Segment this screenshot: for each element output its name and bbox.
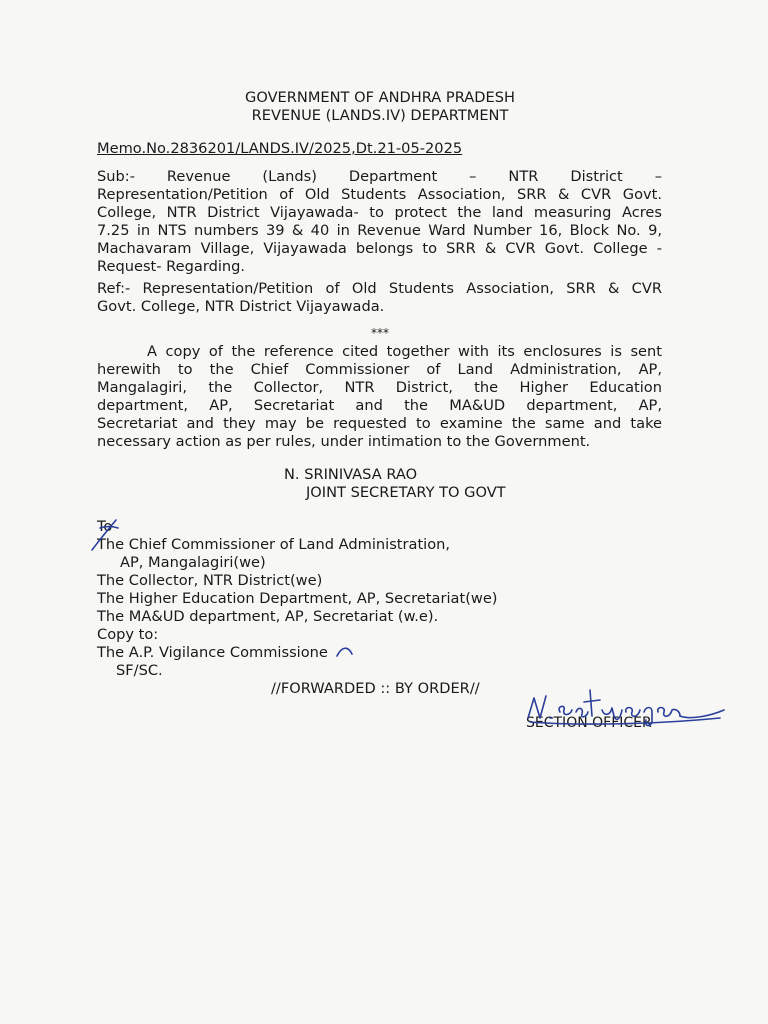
- header-department: REVENUE (LANDS.IV) DEPARTMENT: [251, 107, 509, 124]
- recipient-line: The Chief Commissioner of Land Administration,: [97, 536, 451, 553]
- pen-mark-icon: [88, 514, 122, 554]
- forwarded-by-order: //FORWARDED :: BY ORDER//: [271, 680, 480, 697]
- handwritten-signature-icon: [520, 682, 730, 734]
- reference-line: Govt. College, NTR District Vijayawada.: [97, 298, 385, 315]
- recipient-line: The Higher Education Department, AP, Secretariat(we): [97, 590, 498, 607]
- subject-line: Machavaram Village, Vijayawada belongs to SRR & CVR Govt. College -: [97, 240, 662, 257]
- copy-line: SF/SC.: [116, 662, 163, 679]
- subject-line: College, NTR District Vijayawada- to protect the land measuring Acres: [97, 204, 662, 221]
- reference-line: Ref:- Representation/Petition of Old Students Association, SRR & CVR: [97, 280, 662, 297]
- signatory-designation: JOINT SECRETARY TO GOVT: [306, 484, 506, 501]
- subject-line: Request- Regarding.: [97, 258, 246, 275]
- header-government: GOVERNMENT OF ANDHRA PRADESH: [245, 89, 515, 106]
- section-officer-label: SECTION OFFICER: [526, 715, 652, 731]
- subject-line: Sub:- Revenue (Lands) Department – NTR District –: [97, 168, 662, 185]
- copy-line: The A.P. Vigilance Commissione: [97, 644, 328, 661]
- memo-number: Memo.No.2836201/LANDS.IV/2025,Dt.21-05-2025: [97, 140, 463, 157]
- body-line: Secretariat and they may be requested to examine the same and take: [97, 415, 662, 432]
- pen-stroke-icon: [334, 642, 356, 662]
- body-line: A copy of the reference cited together with its enclosures is sent: [147, 343, 662, 360]
- recipient-line: The Collector, NTR District(we): [97, 572, 323, 589]
- body-line: department, AP, Secretariat and the MA&UD department, AP,: [97, 397, 662, 414]
- copy-to-label: Copy to:: [97, 626, 159, 643]
- separator: ***: [371, 326, 389, 340]
- recipient-line: AP, Mangalagiri(we): [120, 554, 266, 571]
- body-line: Mangalagiri, the Collector, NTR District, the Higher Education: [97, 379, 662, 396]
- subject-line: 7.25 in NTS numbers 39 & 40 in Revenue Ward Number 16, Block No. 9,: [97, 222, 662, 239]
- signatory-name: N. SRINIVASA RAO: [284, 466, 418, 483]
- body-line: herewith to the Chief Commissioner of Land Administration, AP,: [97, 361, 662, 378]
- body-line: necessary action as per rules, under intimation to the Government.: [97, 433, 591, 450]
- to-label: To: [97, 518, 113, 535]
- subject-line: Representation/Petition of Old Students Association, SRR & CVR Govt.: [97, 186, 662, 203]
- recipient-line: The MA&UD department, AP, Secretariat (w.e).: [97, 608, 439, 625]
